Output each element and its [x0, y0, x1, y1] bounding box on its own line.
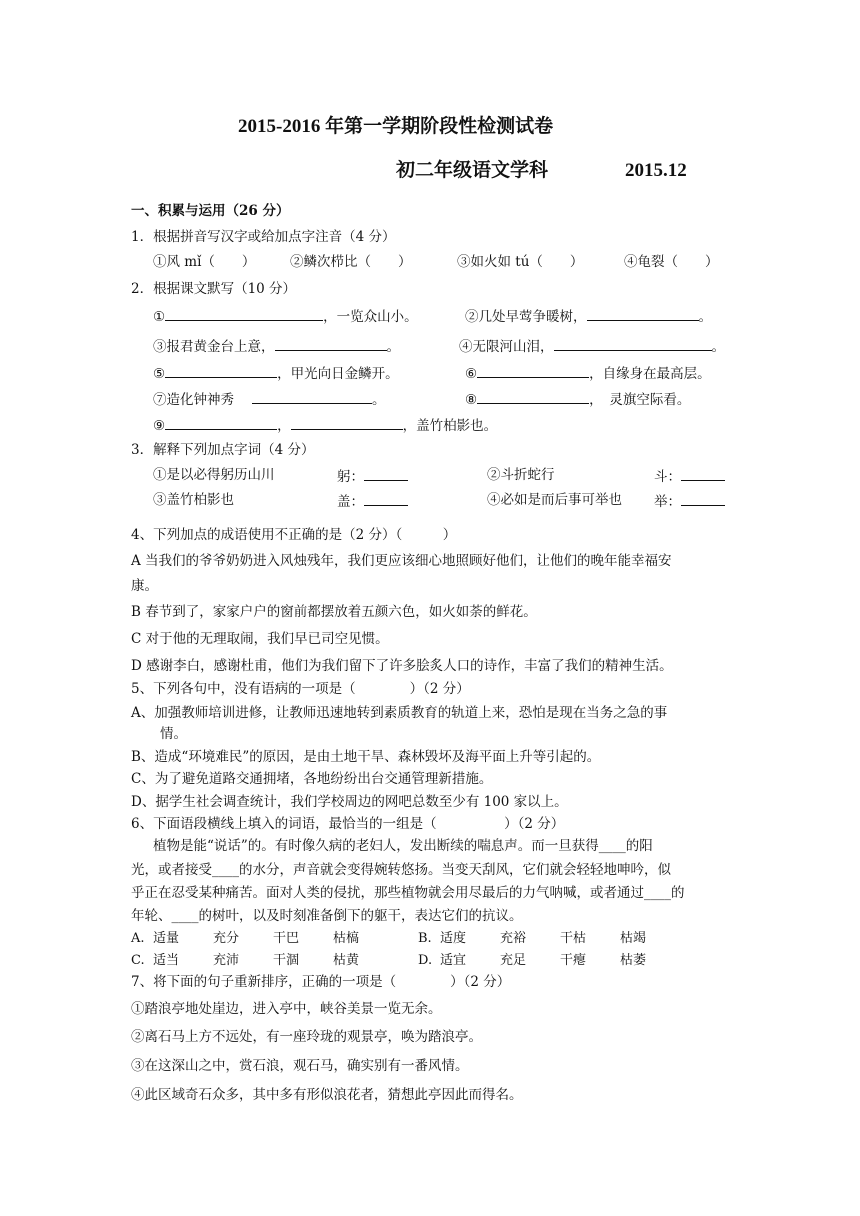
q2-text-3: ③报君黄金台上意，: [153, 339, 275, 355]
option-word: 适宜: [440, 953, 467, 968]
q3-row-1-word-b: ②斗折蛇行: [487, 467, 555, 483]
q2-line-1-right: [465, 306, 712, 326]
option-word: 干枯: [560, 931, 587, 946]
answer-blank[interactable]: [477, 363, 589, 378]
option-letter: C.: [131, 953, 145, 968]
q7-sentence-4: ④此区域奇石众多，其中多有形似浪花者，猜想此亭因此而得名。: [131, 1087, 523, 1103]
q3-row-1-answer-b: [654, 466, 725, 486]
q2-text-3-end: 。: [386, 339, 400, 355]
q2-text-1: ，一览众山小。: [323, 309, 418, 325]
q2-text-5: ，甲光向日金鳞开。: [277, 366, 399, 382]
option-letter: B.: [418, 931, 432, 946]
q2-text-4-end: 。: [711, 339, 725, 355]
q4-option-a: A 当我们的爷爷奶奶进入风烛残年，我们更应该细心地照顾好他们，让他们的晚年能幸福安: [131, 553, 672, 569]
q7-sentence-2: ②离石马上方不远处，有一座玲珑的观景亭，唤为踏浪亭。: [131, 1029, 482, 1045]
question-5-stem: 5、下列各句中，没有语病的一项是（ ）（2 分）: [131, 681, 470, 697]
q6-option-b: [418, 930, 680, 948]
q3-row-1-answer-a: [337, 466, 408, 486]
q6-option-c: [131, 952, 393, 970]
q3-label-a: 躬：: [337, 469, 364, 485]
option-word: 充足: [500, 953, 527, 968]
q1-item-3: ③如火如 tú（ ）: [457, 254, 584, 270]
option-word: 枯槁: [333, 931, 360, 946]
option-word: 干巴: [273, 931, 300, 946]
q6-passage-line-4: 年轮、____的树叶，以及时刻准备倒下的躯干，表达它们的抗议。: [131, 908, 523, 924]
q1-item-2: ②鳞次栉比（ ）: [290, 254, 412, 270]
option-letter: A.: [131, 931, 145, 946]
q5-option-b: B、造成“环境难民”的原因，是由土地干旱、森林毁坏及海平面上升等引起的。: [131, 749, 601, 765]
q4-option-d: D 感谢李白，感谢杜甫，他们为我们留下了许多脍炙人口的诗作，丰富了我们的精神生活。: [131, 658, 673, 674]
option-word: 充裕: [500, 931, 527, 946]
option-word: 枯竭: [620, 931, 647, 946]
option-word: 干涸: [273, 953, 300, 968]
q2-line-4-right: [465, 389, 690, 409]
option-word: 枯萎: [620, 953, 647, 968]
q2-num-9: ⑨: [153, 418, 166, 434]
q2-text-7: ⑦造化钟神秀: [153, 392, 234, 408]
option-word: 适度: [440, 931, 467, 946]
q5-option-a: A、加强教师培训进修，让教师迅速地转到素质教育的轨道上来，恐怕是现在当务之急的事: [131, 705, 668, 721]
exam-subtitle-date: 2015.12: [625, 160, 687, 181]
q2-text-9: ，盖竹柏影也。: [402, 418, 498, 434]
q6-passage-line-1: 植物是能“说话”的。有时像久病的老妇人，发出断续的喘息声。而一旦获得____的阳: [153, 838, 653, 854]
answer-blank[interactable]: [165, 415, 277, 430]
q2-num-1: ①: [153, 309, 166, 325]
q3-label-d: 举：: [654, 494, 681, 510]
q2-num-5: ⑤: [153, 366, 166, 382]
q2-num-8: ⑧: [465, 392, 478, 408]
option-word: 枯黄: [333, 953, 360, 968]
q2-num-6: ⑥: [465, 366, 478, 382]
q7-sentence-1: ①踏浪亭地处崖边，进入亭中，峡谷美景一览无余。: [131, 1001, 442, 1017]
q2-text-2-end: 。: [698, 309, 712, 325]
q2-line-5: [153, 415, 497, 435]
q2-line-4-left: [153, 389, 386, 409]
q2-line-2-left: [153, 336, 400, 356]
answer-blank[interactable]: [681, 491, 725, 506]
section-heading: 一、积累与运用（26 分）: [131, 203, 290, 219]
q5-option-a-cont: 情。: [160, 726, 187, 742]
option-letter: D.: [418, 953, 433, 968]
q5-option-d: D、据学生社会调查统计，我们学校周边的网吧总数至少有 100 家以上。: [131, 794, 568, 810]
q6-option-a: [131, 930, 393, 948]
q2-text-8: ， 灵旗空际看。: [589, 392, 691, 408]
q3-label-c: 盖：: [337, 494, 364, 510]
question-6-stem: 6、下面语段横线上填入的词语，最恰当的一组是（ ）（2 分）: [131, 816, 565, 832]
answer-blank[interactable]: [477, 389, 589, 404]
q3-row-2-answer-a: [337, 491, 408, 511]
exam-title: 2015-2016 年第一学期阶段性检测试卷: [238, 116, 554, 137]
option-word: 干瘪: [560, 953, 587, 968]
exam-subtitle-grade: 初二年级语文学科: [396, 160, 549, 181]
q2-line-3-left: [153, 363, 399, 383]
answer-blank[interactable]: [681, 466, 725, 481]
answer-blank[interactable]: [165, 363, 277, 378]
q2-text-7-end: 。: [372, 392, 386, 408]
q5-option-c: C、为了避免道路交通拥堵，各地纷纷出台交通管理新措施。: [131, 771, 493, 787]
answer-blank[interactable]: [165, 306, 323, 321]
answer-blank[interactable]: [554, 336, 712, 351]
option-word: 适量: [153, 931, 180, 946]
option-word: 充分: [213, 931, 240, 946]
question-7-stem: 7、将下面的句子重新排序，正确的一项是（ ）（2 分）: [131, 974, 511, 990]
q2-text-4: ④无限河山泪，: [459, 339, 554, 355]
q4-option-c: C 对于他的无理取闹，我们早已司空见惯。: [131, 631, 389, 647]
q6-passage-line-3: 乎正在忍受某种痛苦。面对人类的侵扰，那些植物就会用尽最后的力气呐喊，或者通过____的: [131, 885, 685, 901]
answer-blank[interactable]: [587, 306, 699, 321]
answer-blank[interactable]: [275, 336, 387, 351]
q2-text-6: ，自缘身在最高层。: [589, 366, 711, 382]
option-word: 适当: [153, 953, 180, 968]
q6-option-d: [418, 952, 680, 970]
q3-row-1-word-a: ①是以必得躬历山川: [153, 467, 275, 483]
question-4-stem: 4、下列加点的成语使用不正确的是（2 分）（ ）: [131, 527, 457, 543]
answer-blank[interactable]: [252, 389, 372, 404]
answer-blank[interactable]: [364, 466, 408, 481]
answer-blank[interactable]: [291, 415, 403, 430]
q1-item-4: ④龟裂（ ）: [624, 254, 719, 270]
q4-option-a-cont: 康。: [131, 578, 158, 594]
q2-line-1-left: [153, 306, 418, 326]
q3-row-2-word-b: ④必如是而后事可举也: [487, 492, 622, 508]
question-3-stem: 3．解释下列加点字词（4 分）: [131, 442, 315, 458]
q3-row-2-answer-b: [654, 491, 725, 511]
q3-row-2-word-a: ③盖竹柏影也: [153, 492, 234, 508]
q1-item-1: ①风 mǐ（ ）: [153, 254, 256, 270]
q7-sentence-3: ③在这深山之中，赏石浪，观石马，确实别有一番风情。: [131, 1058, 469, 1074]
question-1-stem: 1．根据拼音写汉字或给加点字注音（4 分）: [131, 229, 396, 245]
q3-label-b: 斗：: [654, 469, 681, 485]
question-2-stem: 2．根据课文默写（10 分）: [131, 281, 297, 297]
q2-text-2: ②几处早莺争暖树，: [465, 309, 587, 325]
q2-line-3-right: [465, 363, 711, 383]
option-word: 充沛: [213, 953, 240, 968]
q4-option-b: B 春节到了，家家户户的窗前都摆放着五颜六色，如火如荼的鲜花。: [131, 604, 537, 620]
q2-text-9-comma: ，: [277, 418, 291, 434]
q6-passage-line-2: 光，或者接受____的水分，声音就会变得婉转悠扬。当变天刮风，它们就会轻轻地呻吟，似: [131, 862, 671, 878]
answer-blank[interactable]: [364, 491, 408, 506]
q2-line-2-right: [459, 336, 725, 356]
